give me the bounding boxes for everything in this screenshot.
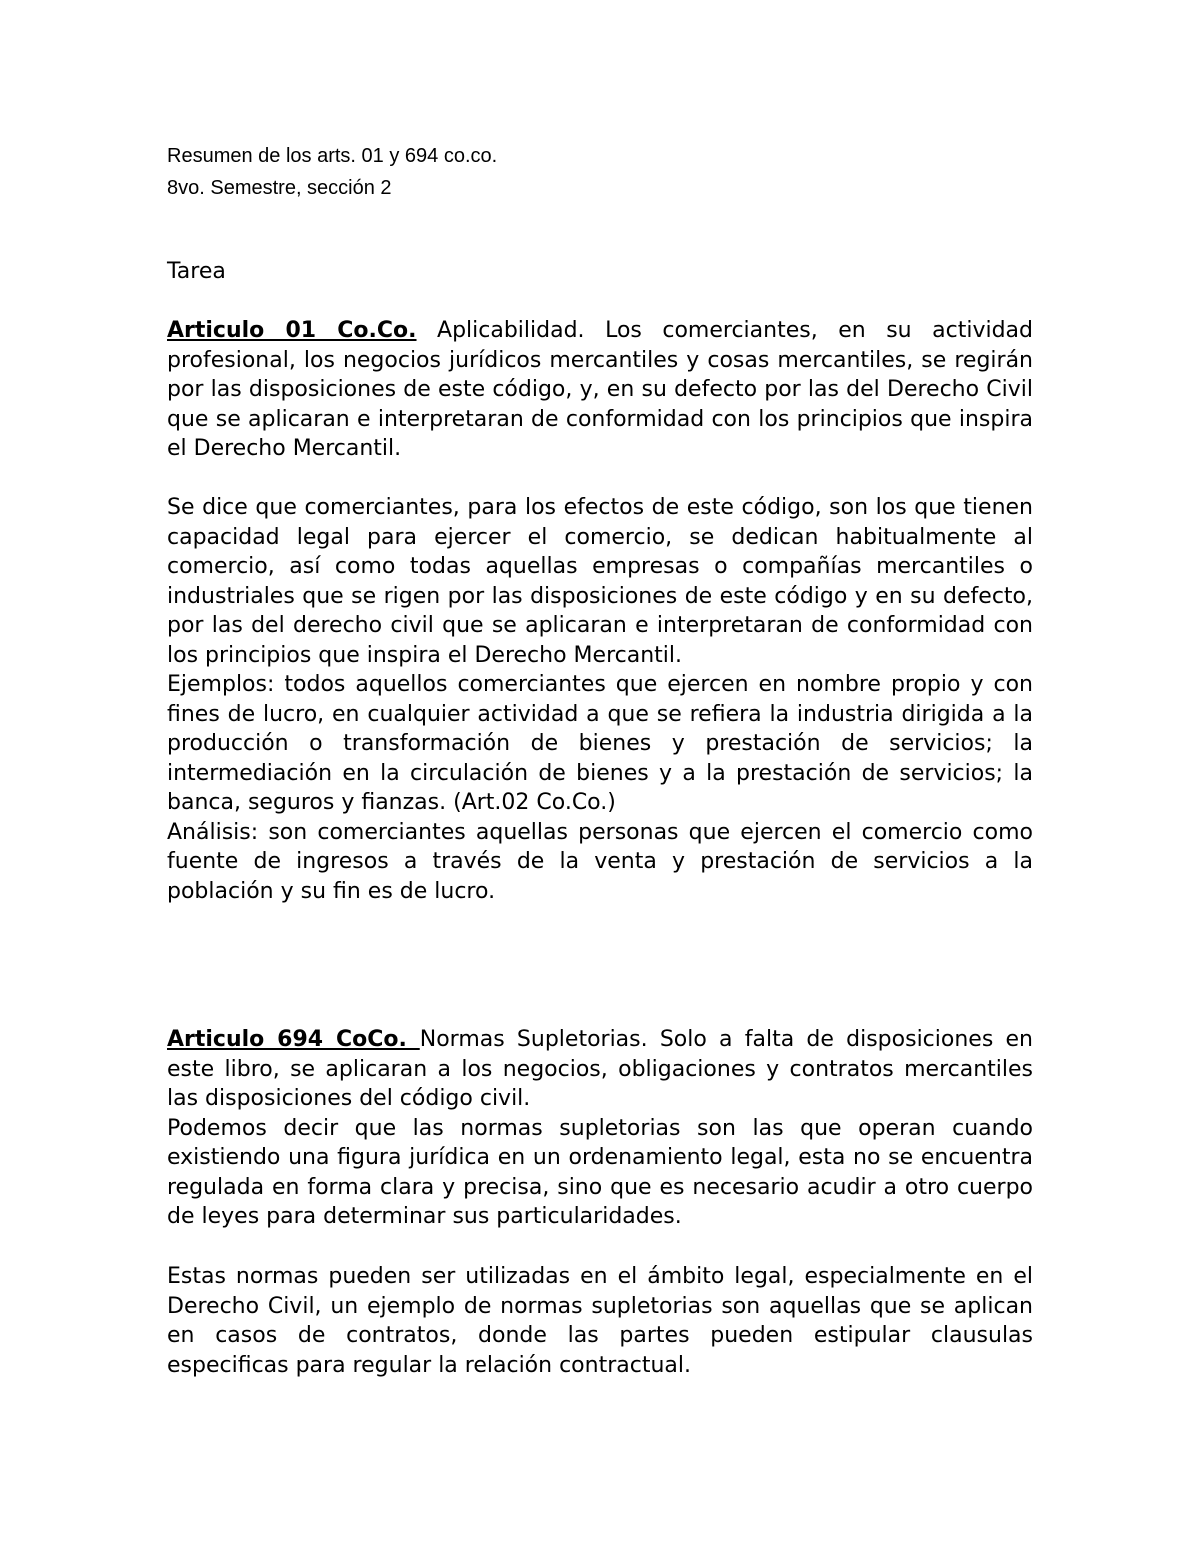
explanation-paragraph: Podemos decir que las normas supletorias son las que operan cuando existiendo una figura jurídica en un ordenamiento legal, esta no se encuentra regulada en forma clara y precisa, sino que es necesario acudir a otro cuerpo de leyes para determinar sus particularidades. (167, 1115, 1033, 1229)
article-694-text: Normas Supletorias. Solo a falta de disposiciones en este libro, se aplicaran a los negocios, obligaciones y contratos mercantiles las disposiciones del código civil. (167, 1027, 1033, 1111)
examples-paragraph: Ejemplos: todos aquellos comerciantes que ejercen en nombre propio y con fines de lucro, en cualquier actividad a que se refiera la industria dirigida a la producción o transformación de bienes y prestación de servicios; la intermediación en la circulación de bienes y a la prestación de servicios; la banca, seguros y fianzas. (Art.02 Co.Co.) (167, 672, 1033, 815)
analysis-paragraph: Análisis: son comerciantes aquellas personas que ejercen el comercio como fuente de ingresos a través de la venta y prestación de servicios a la población y su fin es de lucro. (167, 819, 1033, 904)
task-title: Tarea (167, 259, 226, 284)
article-01-details (167, 493, 1033, 906)
article-01-intro (167, 316, 1033, 464)
usage-paragraph: Estas normas pueden ser utilizadas en el ámbito legal, especialmente en el Derecho Civil, un ejemplo de normas supletorias son aquellas que se aplican en casos de contratos, donde las partes pueden estipular clausulas especificas para regular la relación contractual. (167, 1264, 1033, 1378)
article-694-section (167, 1025, 1033, 1232)
article-694-title: Articulo 694 CoCo. (167, 1027, 420, 1052)
article-01-text: Aplicabilidad. Los comerciantes, en su actividad profesional, los negocios jurídicos mercantiles y cosas mercantiles, se regirán por las disposiciones de este código, y, en su defecto por las del Derecho Civil que se aplicaran e interpretaran de conformidad con los principios que inspira el Derecho Mercantil. (167, 318, 1033, 461)
semester-section: 8vo. Semestre, sección 2 (167, 177, 392, 199)
article-01-title: Articulo 01 Co.Co. (167, 318, 417, 343)
article-694-intro (167, 1025, 1033, 1114)
article-694-usage (167, 1262, 1033, 1380)
summary-title: Resumen de los arts. 01 y 694 co.co. (167, 145, 498, 167)
article-01-section (167, 316, 1033, 464)
definition-paragraph: Se dice que comerciantes, para los efectos de este código, son los que tienen capacidad legal para ejercer el comercio, se dedican habitualmente al comercio, así como todas aquellas empresas o compañías mercantiles o industriales que se rigen por las disposiciones de este código y en su defecto, por las del derecho civil que se aplicaran e interpretaran de conformidad con los principios que inspira el Derecho Mercantil. (167, 495, 1033, 668)
